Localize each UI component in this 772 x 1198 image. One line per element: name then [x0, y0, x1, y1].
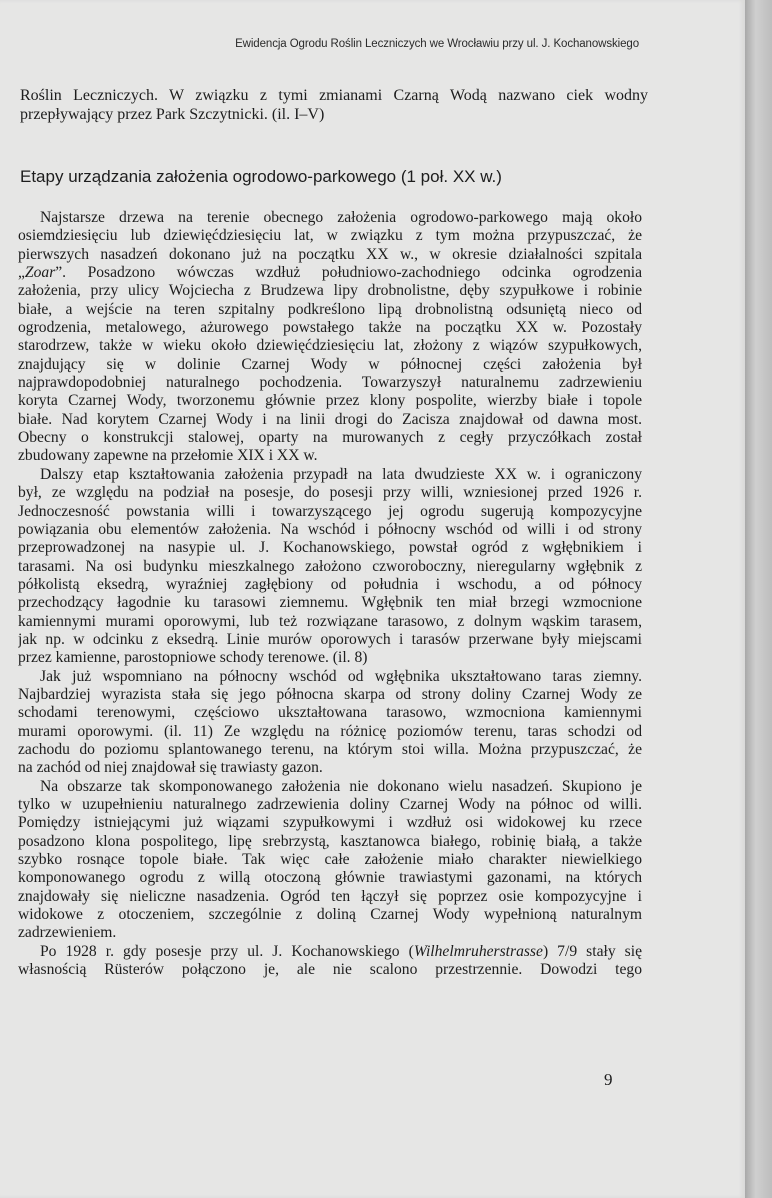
text-line: murami oporowymi. (il. 11) Ze względu na różnicę poziomów terenu, taras schodzi od [18, 722, 642, 740]
text-line: Pomiędzy istniejącymi już wiązami szypułkowymi i wzdłuż osi widokowej ku rzece [18, 814, 642, 832]
section-heading: Etapy urządzania założenia ogrodowo-parkowego (1 poł. XX w.) [20, 167, 502, 186]
page-edge-shadow [745, 0, 772, 1198]
text-line: zachodu do poziomu splantowanego terenu, na którym stoi willa. Można przypuszczać, że [18, 740, 642, 758]
text-line: Jak już wspomniano na północny wschód od wgłębnika ukształtowano taras ziemny. [40, 667, 642, 685]
text-line: ogrodzenia, metalowego, ażurowego powstałego także na początku XX w. Pozostały [18, 319, 642, 337]
text-line: starodrzew, także w wieku około dziewięćdziesięciu lat, złożony z wiązów szypułkowych, [18, 337, 642, 355]
text-line: widokowe z otoczeniem, szczególnie z doliną Czarnej Wody wypełnioną naturalnym [18, 906, 642, 924]
text-line: przechodzący łagodnie ku tarasowi ziemnemu. Wgłębnik ten miał brzegi wzmocnione [18, 594, 642, 612]
text-line: posadzono klona pospolitego, lipę srebrzystą, kasztanowca białego, robinię białą, a także [18, 832, 642, 850]
text-line: „Zoar”. Posadzono wówczas wzdłuż południowo-zachodniego odcinka ogrodzenia [18, 264, 642, 282]
text-line: przez kamienne, parostopniowe schody terenowe. (il. 8) [18, 649, 368, 667]
text-line: białe, a wejście na teren szpitalny podkreślono lipą drobnolistną odsuniętą nieco od [18, 300, 642, 318]
text-line: znajdujący się w dolinie Czarnej Wody w północnej części założenia był [18, 355, 642, 373]
text-line: komponowanego ogrodu z willą otoczoną głównie trawiastymi gazonami, na których [18, 869, 642, 887]
text-line: kamiennymi murami oporowymi, lub też rozwiązane tarasowo, z dolnym wąskim tarasem, [18, 612, 642, 630]
text-line: schodami terenowymi, częściowo ukształtowana tarasowo, wzmocniona kamiennymi [18, 704, 642, 722]
text-line: półkolistą eksedrą, wyraźniej zagłębiony od południa i wschodu, a od północy [18, 575, 642, 593]
text-line: tarasami. Na osi budynku mieszkalnego założono czworoboczny, nieregularny wgłębnik z [18, 557, 642, 575]
text-line: szybko rosnące topole białe. Tak więc całe założenie miało charakter niewielkiego [18, 851, 642, 869]
text-line: Po 1928 r. gdy posesje przy ul. J. Kochanowskiego (Wilhelmruherstrasse) 7/9 stały się [40, 942, 642, 960]
text-line: Obecny o konstrukcji stalowej, oparty na murowanych z cegły przyczółkach został [18, 429, 642, 447]
text-line: znajdowały się nieliczne nasadzenia. Ogród ten łączył się poprzez osie kompozycyjne i [18, 887, 642, 905]
text-line: Dalszy etap kształtowania założenia przypadł na lata dwudzieste XX w. i ograniczony [40, 465, 642, 483]
italic-term: Zoar [24, 264, 56, 282]
text-line: białe. Nad korytem Czarnej Wody i na linii drogi do Zacisza znajdował od dawna most. [18, 410, 642, 428]
intro-paragraph [20, 86, 648, 124]
text-line: najprawdopodobniej naturalnego pochodzenia. Towarzyszył naturalnemu zadrzewieniu [18, 374, 642, 392]
text-line: przepływający przez Park Szczytnicki. (il. I–V) [20, 106, 325, 123]
text-line: pierwszych nasadzeń dokonano już na początku XX w., w okresie działalności szpitala [18, 245, 642, 263]
text-line: Jednoczesność powstania willi i towarzyszącego jej ogrodu sugerują kompozycyjne [18, 502, 642, 520]
text-line: Najstarsze drzewa na terenie obecnego założenia ogrodowo-parkowego mają około [40, 209, 642, 226]
text-line: tylko w uzupełnieniu naturalnego zadrzewienia doliny Czarnej Wody na północ od willi. [18, 796, 642, 813]
text-line: własnością Rüsterów połączono je, ale nie scalono przestrzennie. Dowodzi tego [18, 961, 642, 979]
text-line: zbudowany zapewne na przełomie XIX i XX w. [18, 447, 318, 465]
text-line: jak np. w odcinku z eksedrą. Linie murów oporowych i tarasów przerwane były miejscami [18, 630, 642, 648]
text-line: koryta Czarnej Wody, tworzonemu głównie przez klony pospolite, wierzby białe i topole [18, 392, 642, 410]
text-line: założenia, przy ulicy Wojciecha z Brudzewa lipy drobnolistne, dęby szypułkowe i robinie [18, 282, 642, 300]
text-line: Najbardziej wyrazista stała się jego północna skarpa od strony doliny Czarnej Wody ze [18, 685, 642, 703]
text-line: Roślin Leczniczych. W związku z tymi zmianami Czarną Wodą nazwano ciek wodny [20, 87, 648, 104]
text-line: był, ze względu na podział na posesje, do posesji przy willi, wzniesionej przed 1926 r. [18, 484, 642, 502]
text-line: powiązania obu elementów założenia. Na wschód i północny wschód od willi i od strony [18, 520, 642, 538]
page-number: 9 [604, 1070, 613, 1089]
running-header: Ewidencja Ogrodu Roślin Leczniczych we Wrocławiu przy ul. J. Kochanowskiego [235, 38, 639, 50]
text-line: zadrzewieniem. [18, 924, 117, 942]
text-line: Na obszarze tak skomponowanego założenia nie dokonano wielu nasadzeń. Skupiono je [40, 777, 642, 795]
text-line: przeprowadzonej na nasypie ul. J. Kochanowskiego, powstał ogród z wgłębnikiem i [18, 539, 642, 557]
italic-term: Wilhelmruherstrasse [413, 942, 543, 960]
text-line: na zachód od niej znajdował się trawiasty gazon. [18, 759, 323, 777]
text-line: osiemdziesięciu lub dziewięćdziesięciu lat, w związku z tym można przypuszczać, że [18, 227, 642, 245]
body-text [18, 209, 642, 979]
